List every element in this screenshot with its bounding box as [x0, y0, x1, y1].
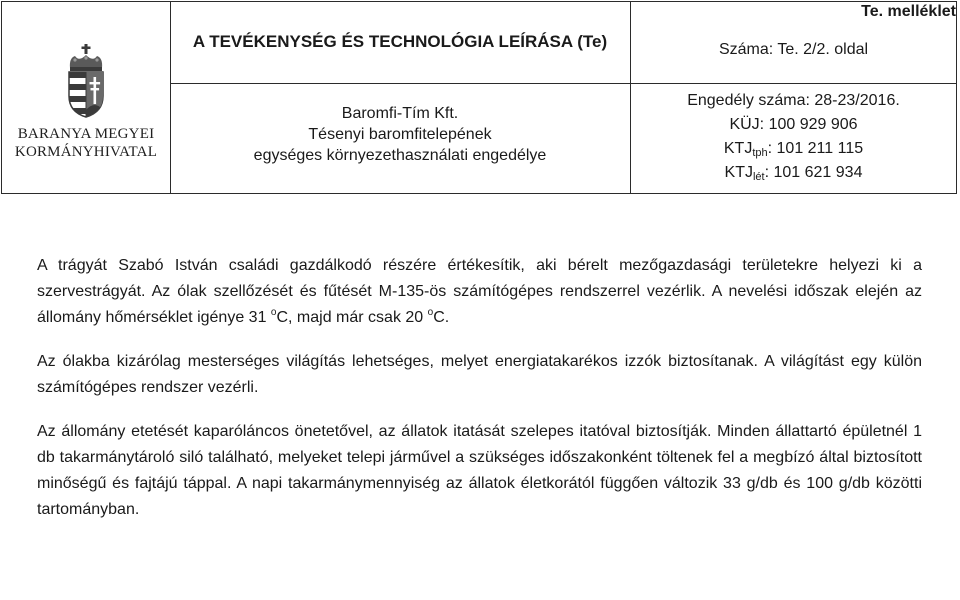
document-title: A TEVÉKENYSÉG ÉS TECHNOLÓGIA LEÍRÁSA (Te): [192, 32, 608, 51]
coat-of-arms-icon: [65, 44, 107, 118]
document-header: [1, 1, 957, 194]
page-number: Száma: Te. 2/2. oldal: [718, 41, 869, 58]
paragraph-feeding: Az állomány etetését kaparóláncos önetetővel, az állatok itatását szelepes itatóval biztosítják. Minden állattartó épületnél 1 db takarmánytároló siló található, melyeket telepi járművel a szükséges időszakonként töltenek fel a megbízó által biztosított minőségű és fajtájú táppal. A napi takarmánymennyiség az állatok életkorától függően változik 33 g/db és 100 g/db közötti tartományban.: [37, 423, 922, 518]
agency-logo: [2, 2, 170, 193]
kuj-number: KÜJ: 100 929 906: [729, 116, 858, 133]
header-divider: [170, 83, 956, 84]
paragraph-manure-ventilation: A trágyát Szabó István családi gazdálkodó részére értékesítik, aki bérelt mezőgazdasági területekre helyezi ki a szervestrágyát. Az ólak szellőzését és fűtését M-135-ös számítógépes rendszerrel vezérlik. A nevelési időszak elején az állomány hőmérséklet igénye 31 $^o$C, majd már csak 20 $^o$C.: [37, 257, 922, 326]
ktj-tph-number: $KTJ_{tph}$: 101 211 115: [723, 140, 864, 159]
ktj-let-number: $KTJ_{lét}$: 101 621 934: [724, 164, 863, 183]
permit-subject: [171, 103, 629, 166]
paragraph-lighting: Az ólakba kizárólag mesterséges világítás lehetséges, melyet energiatakarékos izzók biztosítanak. A világítást egy külön számítógépes rendszer vezérli.: [37, 353, 922, 396]
license-number: Engedély száma: 28-23/2016.: [687, 92, 900, 109]
site-name: Tésenyi baromfitelepének: [308, 126, 492, 143]
identifier-block: [631, 89, 956, 185]
org-name-line2: KORMÁNYHIVATAL: [14, 144, 158, 160]
permit-name: egységes környezethasználati engedélye: [253, 147, 547, 164]
org-name-line1: BARANYA MEGYEI: [17, 126, 155, 142]
company-name: Baromfi-Tím Kft.: [341, 105, 459, 122]
document-body: [37, 253, 922, 541]
annex-label: Te. melléklet: [861, 3, 956, 20]
